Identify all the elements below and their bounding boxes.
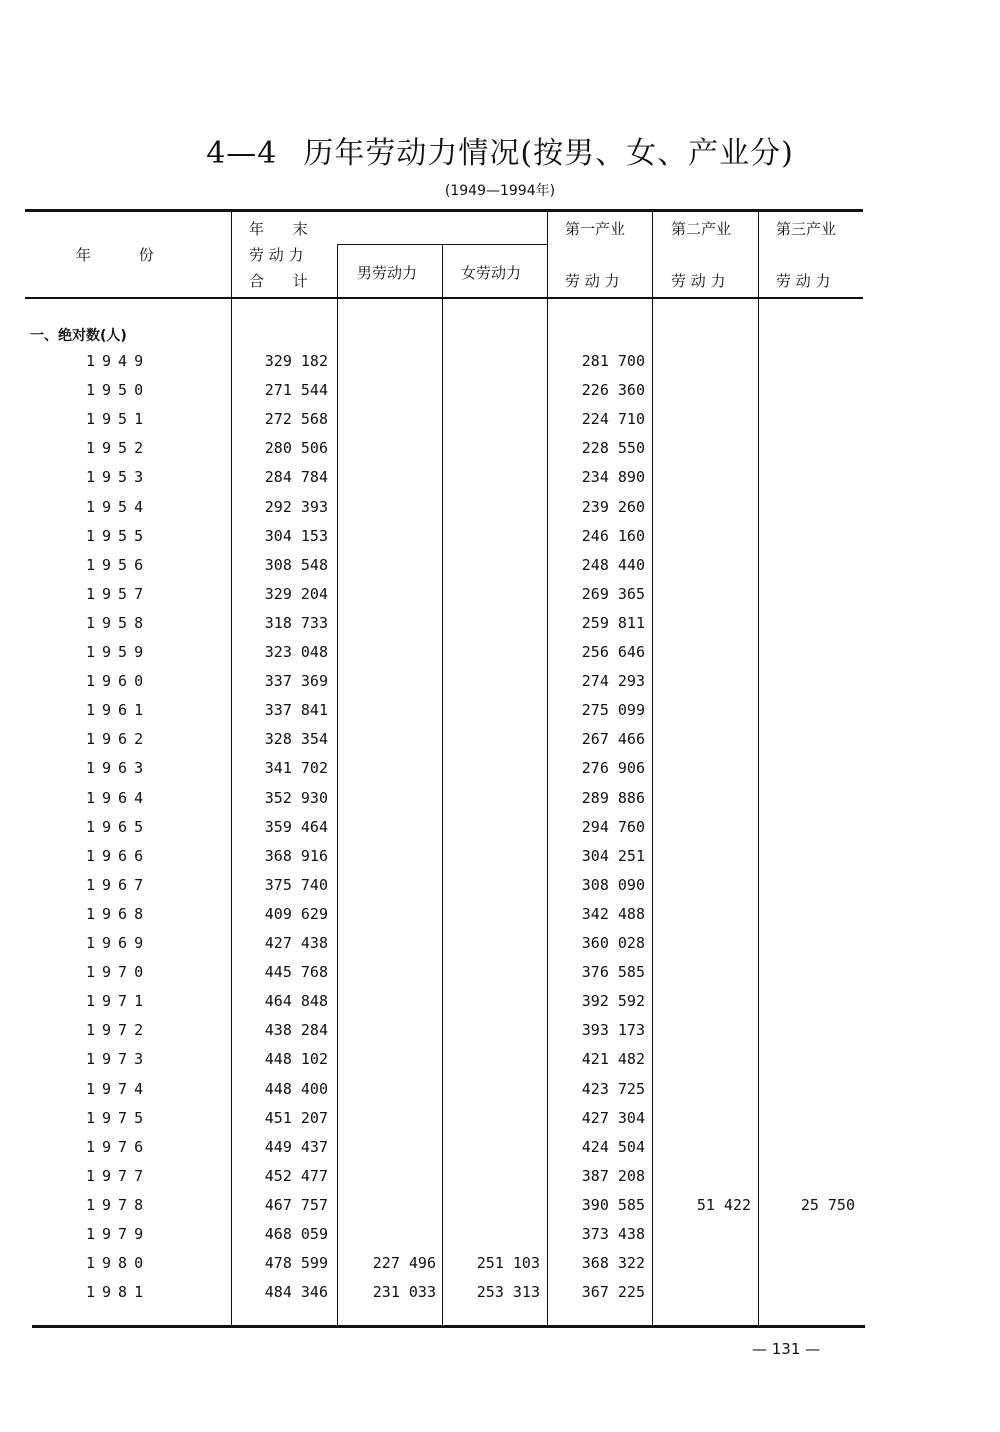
cell-year: 1976 [86,1138,151,1156]
header-total-line3: 合 计 [249,272,308,290]
cell-primary: 281 700 [581,352,645,370]
cell-year: 1981 [86,1283,151,1301]
cell-total: 478 599 [264,1254,328,1272]
cell-year: 1949 [86,352,151,370]
col-divider [231,210,232,1327]
cell-year: 1968 [86,905,151,923]
cell-primary: 360 028 [581,934,645,952]
cell-primary: 368 322 [581,1254,645,1272]
cell-primary: 239 260 [581,498,645,516]
cell-primary: 424 504 [581,1138,645,1156]
cell-year: 1979 [86,1225,151,1243]
cell-year: 1966 [86,847,151,865]
cell-total: 464 848 [264,992,328,1010]
header-female: 女劳动力 [461,264,522,282]
cell-total: 484 346 [264,1283,328,1301]
cell-total: 451 207 [264,1109,328,1127]
table-subtitle: (1949—1994年) [444,183,556,199]
cell-primary: 387 208 [581,1167,645,1185]
cell-primary: 423 725 [581,1080,645,1098]
cell-primary: 269 365 [581,585,645,603]
cell-total: 452 477 [264,1167,328,1185]
cell-primary: 289 886 [581,789,645,807]
cell-total: 337 841 [264,701,328,719]
cell-primary: 304 251 [581,847,645,865]
cell-female: 251 103 [476,1254,540,1272]
cell-total: 352 930 [264,789,328,807]
cell-primary: 246 160 [581,527,645,545]
cell-primary: 392 592 [581,992,645,1010]
cell-total: 323 048 [264,643,328,661]
cell-total: 468 059 [264,1225,328,1243]
cell-year: 1971 [86,992,151,1010]
cell-total: 318 733 [264,614,328,632]
col-divider [758,210,759,1327]
cell-year: 1951 [86,410,151,428]
header-total-line1: 年 末 [249,220,308,238]
cell-total: 341 702 [264,759,328,777]
cell-year: 1952 [86,439,151,457]
section-label: 一、绝对数(人) [30,328,127,344]
cell-primary: 274 293 [581,672,645,690]
cell-year: 1953 [86,468,151,486]
cell-total: 337 369 [264,672,328,690]
cell-primary: 376 585 [581,963,645,981]
header-secondary-line1: 第二产业 [671,220,732,238]
cell-year: 1959 [86,643,151,661]
cell-year: 1964 [86,789,151,807]
cell-primary: 367 225 [581,1283,645,1301]
top-rule [25,209,863,212]
header-primary-line1: 第一产业 [565,220,626,238]
cell-total: 271 544 [264,381,328,399]
table-title: 历年劳动力情况(按男、女、产业分) [303,136,794,171]
cell-year: 1962 [86,730,151,748]
cell-total: 467 757 [264,1196,328,1214]
cell-year: 1969 [86,934,151,952]
page-title [0,128,1000,172]
page-number: — 131 — [752,1340,821,1358]
cell-male: 227 496 [372,1254,436,1272]
cell-year: 1978 [86,1196,151,1214]
cell-year: 1955 [86,527,151,545]
cell-year: 1980 [86,1254,151,1272]
cell-total: 328 354 [264,730,328,748]
cell-secondary: 51 422 [696,1196,751,1214]
header-tertiary-line1: 第三产业 [776,220,837,238]
bottom-rule [32,1325,865,1328]
col-divider [442,244,443,1327]
cell-male: 231 033 [372,1283,436,1301]
cell-primary: 228 550 [581,439,645,457]
cell-total: 284 784 [264,468,328,486]
cell-primary: 256 646 [581,643,645,661]
header-male: 男劳动力 [357,264,418,282]
cell-total: 375 740 [264,876,328,894]
cell-total: 272 568 [264,410,328,428]
cell-primary: 393 173 [581,1021,645,1039]
cell-year: 1973 [86,1050,151,1068]
cell-year: 1972 [86,1021,151,1039]
cell-total: 308 548 [264,556,328,574]
header-year: 年 份 [76,246,154,264]
header-total-line2: 劳 动 力 [249,246,304,264]
cell-primary: 427 304 [581,1109,645,1127]
cell-year: 1957 [86,585,151,603]
cell-total: 409 629 [264,905,328,923]
header-secondary-line2: 劳 动 力 [671,272,726,290]
col-divider [547,210,548,1327]
cell-total: 280 506 [264,439,328,457]
cell-primary: 276 906 [581,759,645,777]
cell-total: 304 153 [264,527,328,545]
cell-year: 1950 [86,381,151,399]
cell-total: 445 768 [264,963,328,981]
cell-total: 359 464 [264,818,328,836]
cell-primary: 308 090 [581,876,645,894]
cell-primary: 373 438 [581,1225,645,1243]
cell-primary: 259 811 [581,614,645,632]
cell-female: 253 313 [476,1283,540,1301]
cell-year: 1975 [86,1109,151,1127]
cell-total: 448 400 [264,1080,328,1098]
cell-year: 1965 [86,818,151,836]
cell-total: 427 438 [264,934,328,952]
cell-year: 1954 [86,498,151,516]
cell-year: 1961 [86,701,151,719]
cell-total: 438 284 [264,1021,328,1039]
header-primary-line2: 劳 动 力 [565,272,620,290]
cell-total: 448 102 [264,1050,328,1068]
cell-total: 368 916 [264,847,328,865]
cell-total: 449 437 [264,1138,328,1156]
cell-primary: 234 890 [581,468,645,486]
cell-year: 1960 [86,672,151,690]
cell-total: 292 393 [264,498,328,516]
cell-total: 329 182 [264,352,328,370]
cell-year: 1977 [86,1167,151,1185]
cell-year: 1974 [86,1080,151,1098]
cell-total: 329 204 [264,585,328,603]
cell-primary: 248 440 [581,556,645,574]
cell-primary: 226 360 [581,381,645,399]
cell-primary: 421 482 [581,1050,645,1068]
header-tertiary-line2: 劳 动 力 [776,272,831,290]
cell-primary: 224 710 [581,410,645,428]
header-bottom-rule [25,297,863,299]
cell-year: 1967 [86,876,151,894]
cell-year: 1970 [86,963,151,981]
col-divider [652,210,653,1327]
cell-primary: 294 760 [581,818,645,836]
cell-year: 1956 [86,556,151,574]
cell-year: 1958 [86,614,151,632]
cell-year: 1963 [86,759,151,777]
cell-primary: 390 585 [581,1196,645,1214]
cell-tertiary: 25 750 [800,1196,855,1214]
table-number: 4—4 [206,136,278,171]
cell-primary: 275 099 [581,701,645,719]
cell-primary: 267 466 [581,730,645,748]
col-divider [337,244,338,1327]
cell-primary: 342 488 [581,905,645,923]
